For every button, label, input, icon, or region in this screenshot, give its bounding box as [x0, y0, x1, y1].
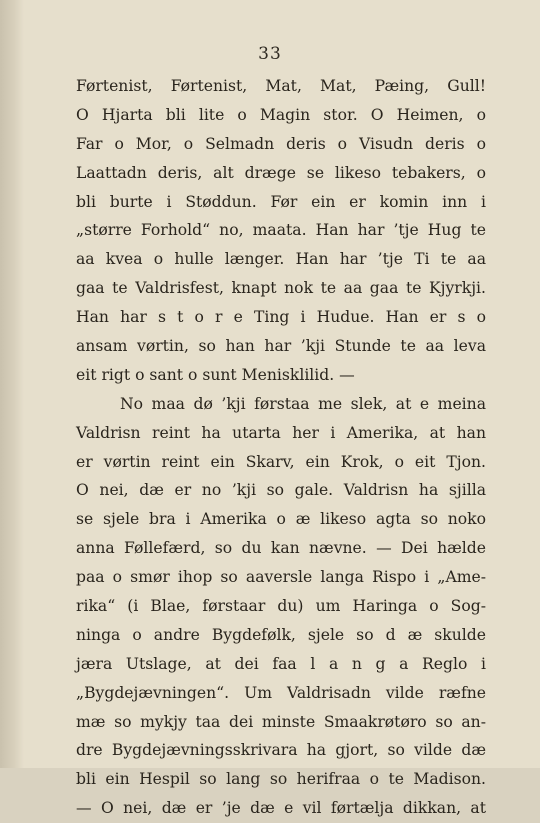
text-line: jæra Utslage, at dei faa l a n g a Reglo i — [76, 654, 486, 673]
text-line: Han har s t o r e Ting i Hudue. Han er s o — [76, 308, 486, 327]
text-line: Laattadn deris, alt dræge se likeso tebakers, o — [76, 163, 486, 182]
text-line: dre Bygdejævningsskrivara ha gjort, so vilde dæ — [76, 741, 486, 760]
text-line: O Hjarta bli lite o Magin stor. O Heimen, o — [76, 105, 486, 124]
text-line: ansam vørtin, so han har ’kji Stunde te aa leva — [76, 337, 486, 356]
text-line: anna Føllefærd, so du kan nævne. — Dei hælde — [76, 539, 486, 558]
text-line: eit rigt o sant o sunt Menisklilid. — — [76, 365, 355, 384]
text-line: Valdrisn reint ha utarta her i Amerika, at han — [76, 423, 486, 442]
text-line: Far o Mor, o Selmadn deris o Visudn deris o — [76, 134, 486, 153]
page-number: 33 — [258, 44, 282, 64]
text-line-paragraph-start: No maa dø ’kji førstaa me slek, at e meina — [120, 394, 486, 413]
body-text — [76, 72, 486, 823]
text-line: er vørtin reint ein Skarv, ein Krok, o eit Tjon. — [76, 452, 486, 471]
text-line: mæ so mykjy taa dei minste Smaakrøtøro so an- — [76, 712, 486, 731]
text-line: „Bygdejævningen“. Um Valdrisadn vilde ræfne — [76, 683, 486, 702]
text-line: O nei, dæ er no ’kji so gale. Valdrisn ha sjilla — [76, 481, 486, 500]
text-line: bli ein Hespil so lang so herifraa o te Madison. — [76, 770, 486, 789]
text-line: „større Forhold“ no, maata. Han har ’tje Hug te — [76, 221, 486, 240]
text-line: bli burte i Støddun. Før ein er komin inn i — [76, 192, 486, 211]
text-line: — O nei, dæ er ’je dæ e vil førtælja dikkan, at — [76, 799, 486, 818]
text-line: ninga o andre Bygdefølk, sjele so d æ skulde — [76, 625, 486, 644]
text-line: gaa te Valdrisfest, knapt nok te aa gaa te Kjyrkji. — [76, 279, 486, 298]
text-line: rika“ (i Blae, førstaar du) um Haringa o Sog- — [76, 597, 486, 616]
text-line: se sjele bra i Amerika o æ likeso agta so noko — [76, 510, 486, 529]
text-line: Førtenist, Førtenist, Mat, Mat, Pæing, Gull! — [76, 77, 486, 95]
text-line: aa kvea o hulle længer. Han har ’tje Ti te aa — [76, 250, 486, 269]
text-line: paa o smør ihop so aaversle langa Rispo i „Ame- — [76, 568, 486, 587]
page-gutter-shadow — [0, 0, 24, 768]
